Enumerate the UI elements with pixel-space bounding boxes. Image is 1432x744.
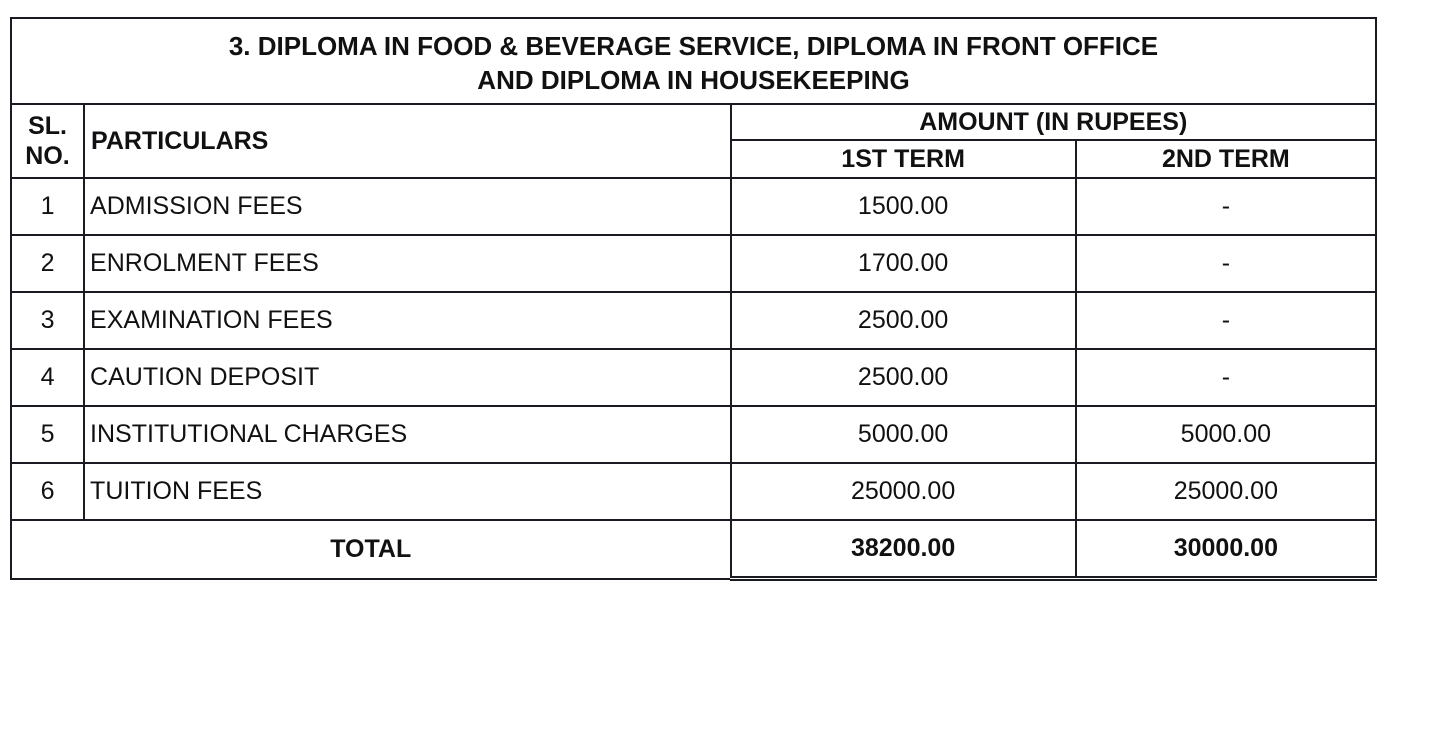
table-row	[11, 463, 1376, 520]
cell-particular: TUITION FEES	[84, 463, 730, 520]
total-label: TOTAL	[11, 520, 731, 579]
cell-particular: ADMISSION FEES	[84, 178, 730, 235]
header-term-1: 1ST TERM	[731, 140, 1076, 178]
cell-term-2: -	[1076, 292, 1376, 349]
cell-sl-no: 1	[11, 178, 84, 235]
table-row	[11, 406, 1376, 463]
total-term-1: 38200.00	[731, 520, 1076, 579]
fee-table	[10, 17, 1377, 581]
header-term-2: 2ND TERM	[1076, 140, 1376, 178]
header-sl-line-2: NO.	[25, 142, 70, 170]
title-row	[11, 18, 1376, 104]
cell-term-2: -	[1076, 349, 1376, 406]
cell-term-2: -	[1076, 178, 1376, 235]
cell-term-1: 25000.00	[731, 463, 1076, 520]
table-row	[11, 292, 1376, 349]
cell-term-2: 25000.00	[1076, 463, 1376, 520]
cell-sl-no: 2	[11, 235, 84, 292]
cell-term-2: -	[1076, 235, 1376, 292]
title-line-2: AND DIPLOMA IN HOUSEKEEPING	[477, 65, 910, 95]
cell-particular: ENROLMENT FEES	[84, 235, 730, 292]
fee-structure-document	[10, 17, 1377, 581]
title-line-1: 3. DIPLOMA IN FOOD & BEVERAGE SERVICE, DIPLOMA IN FRONT OFFICE	[228, 31, 1159, 61]
cell-term-1: 2500.00	[731, 292, 1076, 349]
cell-particular: INSTITUTIONAL CHARGES	[84, 406, 730, 463]
total-term-2: 30000.00	[1076, 520, 1376, 579]
table-row	[11, 235, 1376, 292]
cell-sl-no: 6	[11, 463, 84, 520]
header-amount: AMOUNT (IN RUPEES)	[731, 104, 1377, 140]
cell-term-1: 5000.00	[731, 406, 1076, 463]
header-sl-line-1: SL.	[28, 112, 67, 140]
header-particulars: PARTICULARS	[84, 104, 730, 178]
total-row	[11, 520, 1376, 579]
table-title	[11, 18, 1376, 104]
header-sl-no	[11, 104, 84, 178]
cell-term-2: 5000.00	[1076, 406, 1376, 463]
header-row-1	[11, 104, 1376, 140]
cell-sl-no: 5	[11, 406, 84, 463]
cell-sl-no: 4	[11, 349, 84, 406]
table-row	[11, 349, 1376, 406]
cell-particular: EXAMINATION FEES	[84, 292, 730, 349]
cell-term-1: 1500.00	[731, 178, 1076, 235]
table-row	[11, 178, 1376, 235]
cell-term-1: 1700.00	[731, 235, 1076, 292]
cell-particular: CAUTION DEPOSIT	[84, 349, 730, 406]
cell-term-1: 2500.00	[731, 349, 1076, 406]
cell-sl-no: 3	[11, 292, 84, 349]
